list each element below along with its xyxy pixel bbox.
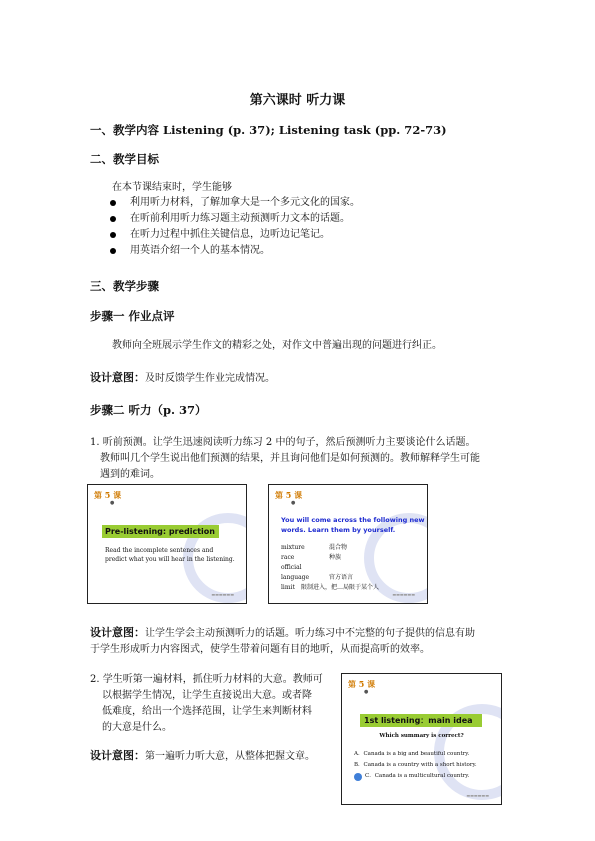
- slide-corner-label: 第 5 课: [275, 490, 303, 500]
- slide-footer: ▬▬▬▬▬▬: [392, 592, 415, 597]
- step2-intent1: 设计意图：让学生学会主动预测听力的话题。听力练习中不完整的句子提供的信息有助 于学生形成听力内容图式，使学生带着问题有目的地听，从而提高听的效率。: [90, 626, 475, 655]
- vocab-item: official language 官方语言: [281, 564, 354, 581]
- goal-item: 利用听力材料，了解加拿大是一个多元文化的国家。: [110, 195, 360, 211]
- goal-item: 在听力过程中抓住关键信息，边听边记笔记。: [110, 227, 360, 243]
- selected-answer-icon: [354, 773, 362, 781]
- slide-corner-mark: ●: [291, 500, 296, 506]
- slide-corner-mark: ●: [364, 689, 369, 695]
- option-item: A．Canada is a big and beautiful country.: [354, 751, 470, 757]
- slide-corner-label: 第 5 课: [94, 490, 122, 500]
- vocab-list: [281, 543, 379, 593]
- bullet-icon: [110, 232, 116, 238]
- goal-item: 在听前利用听力练习题主动预测听力文本的话题。: [110, 211, 360, 227]
- slide-pre-listening: [87, 484, 247, 604]
- slide-footer: ▬▬▬▬▬▬: [466, 793, 489, 798]
- slide-title-bar: Pre-listening: prediction: [102, 525, 219, 538]
- bullet-icon: [110, 200, 116, 206]
- step1-intent: 设计意图：及时反馈学生作业完成情况。: [90, 371, 275, 384]
- slide-new-words: [268, 484, 428, 604]
- option-item: B．Canada is a country with a short history.: [354, 762, 477, 768]
- step2-item2: 2. 学生听第一遍材料，抓住听力材料的大意。教师可 以根据学生情况，让学生直接说出大意。或者降 低难度，给出一个选择范围，让学生来判断材料 的大意是什么。: [90, 674, 323, 733]
- goal-item: 用英语介绍一个人的基本情况。: [110, 243, 360, 259]
- slide-first-listening: [341, 673, 502, 805]
- slide-title-bar: 1st listening：main idea: [360, 714, 482, 727]
- vocab-item: race 种族: [281, 554, 342, 561]
- slide-heading: You will come across the following new words. Learn them by yourself.: [281, 516, 425, 534]
- slide-footer: ▬▬▬▬▬▬: [211, 592, 234, 597]
- section-teaching-content: 一、教学内容 Listening (p. 37); Listening task (pp. 72-73): [90, 123, 447, 137]
- slide-corner-label: 第 5 课: [348, 679, 376, 689]
- options-list: [354, 749, 477, 782]
- slide-question: Which summary is correct?: [379, 733, 464, 739]
- page-title: 第六课时 听力课: [249, 93, 346, 108]
- section-teaching-steps: 三、教学步骤: [90, 279, 159, 293]
- step1-heading: 步骤一 作业点评: [90, 309, 175, 323]
- vocab-item: mixture 混合物: [281, 544, 348, 551]
- section-teaching-goals: 二、教学目标: [90, 152, 159, 166]
- step2-item1: 1. 听前预测。让学生迅速阅读听力练习 2 中的句子，然后预测听力主要谈论什么话题。 教师叫几个学生说出他们预测的结果，并且询问他们是如何预测的。教师解释学生可能 遇到的难词。: [90, 437, 480, 480]
- option-item: C．Canada is a multicultural country.: [354, 771, 477, 782]
- vocab-item: limit 限制进入，把…局限于某个人: [281, 584, 380, 591]
- step1-body: 教师向全班展示学生作文的精彩之处，对作文中普遍出现的问题进行纠正。: [112, 340, 442, 351]
- bullet-icon: [110, 216, 116, 222]
- goals-list: [110, 195, 360, 259]
- step2-intent2: 设计意图：第一遍听力听大意，从整体把握文章。: [90, 749, 315, 762]
- slide-text: Read the incomplete sentences and predict what you will hear in the listening.: [105, 547, 235, 563]
- bullet-icon: [110, 248, 116, 254]
- step2-heading: 步骤二 听力（p. 37）: [90, 403, 207, 417]
- goals-intro: 在本节课结束时，学生能够: [112, 182, 232, 193]
- slide-corner-mark: ●: [110, 500, 115, 506]
